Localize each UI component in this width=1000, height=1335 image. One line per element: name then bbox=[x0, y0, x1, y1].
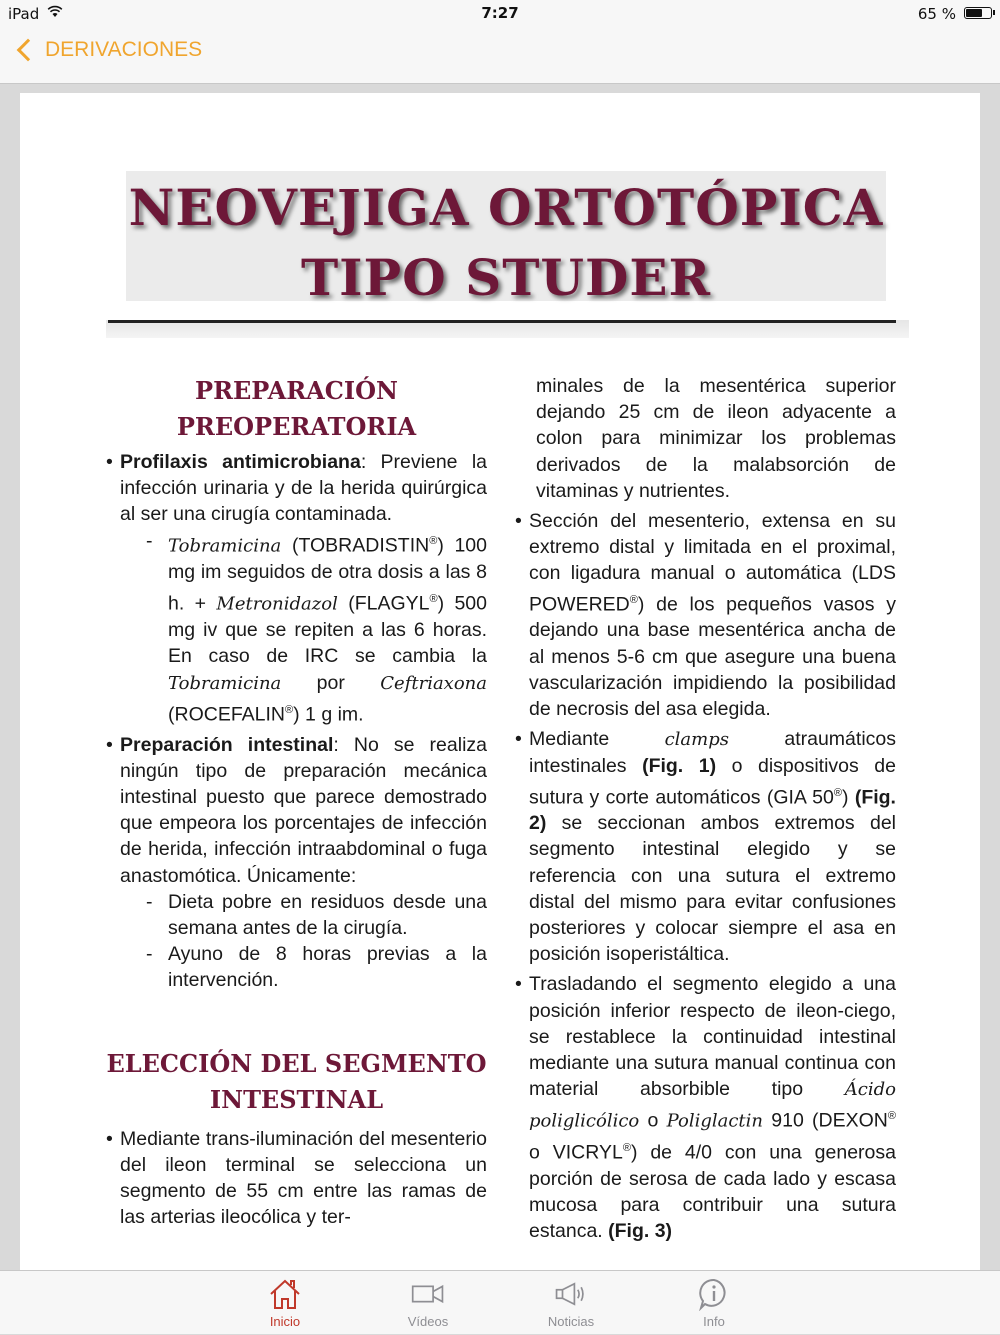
battery-cap bbox=[993, 10, 995, 15]
megaphone-icon bbox=[554, 1277, 588, 1311]
navigation-bar bbox=[0, 28, 1000, 84]
document-viewer[interactable] bbox=[0, 84, 1000, 1270]
continued-paragraph: minales de la mesentérica superior dejando 25 cm de ileon adyacente a colon para minimizar los problemas derivados de la malabsorción de vitaminas y nutrientes. bbox=[536, 375, 896, 502]
tab-noticias[interactable] bbox=[511, 1271, 631, 1335]
tab-label: Info bbox=[703, 1314, 725, 1329]
home-icon bbox=[268, 1277, 302, 1311]
title-line-1: NEOVEJIGA ORTOTÓPICA bbox=[128, 178, 884, 237]
bullet-clamps: • Mediante clamps atraumáticos intestinales (Fig. 1) o dispositivos de sutura y corte automáticos (GIA 50®) (Fig. 2) se seccionan ambos extremos del segmento intestinal elegido y se referencia con una sutura el extremo distal del mismo para evitar confusiones posteriores y colocar siempre el asa en posición isoperistáltica. bbox=[515, 726, 896, 967]
battery-icon bbox=[964, 7, 992, 19]
tab-inicio[interactable] bbox=[225, 1271, 345, 1335]
tab-label: Vídeos bbox=[407, 1314, 449, 1329]
document-page bbox=[20, 93, 980, 1273]
status-bar bbox=[0, 0, 1000, 28]
tab-info[interactable] bbox=[654, 1271, 774, 1335]
video-camera-icon bbox=[411, 1277, 445, 1311]
clock: 7:27 bbox=[481, 4, 519, 22]
back-label: DERIVACIONES bbox=[45, 38, 203, 61]
bullet-trasladando: • Trasladando el segmento elegido a una posición inferior respecto de ileon-ciego, se restablece la continuidad intestinal mediante una sutura manual continua con material absorbible tipo Ácido poliglicólico o Poliglactin 910 (DEXON® o VICRYL®) de 4/0 con una generosa porción de serosa de cada lado y escasa mucosa para contribuir una sutura estanca. (Fig. 3) bbox=[515, 971, 896, 1244]
battery-percent: 65 % bbox=[917, 5, 956, 23]
chevron-left-icon bbox=[17, 39, 40, 62]
title-line-2: TIPO STUDER bbox=[300, 248, 712, 307]
sub-item-dieta: - Dieta pobre en residuos desde una semana antes de la cirugía. bbox=[106, 889, 487, 941]
left-column bbox=[106, 373, 487, 1230]
section-heading-preparacion: PREPARACIÓN PREOPERATORIA bbox=[176, 376, 417, 441]
tab-label: Inicio bbox=[269, 1314, 301, 1329]
bullet-seccion-mesenterio: • Sección del mesenterio, extensa en su extremo distal y limitada en el proximal, con ligadura manual o automática (LDS POWERED®) de los pequeños vasos y dejando una base mesentérica ancha de al menos 5-6 cm que asegure una buena vascularización impidiendo la posibilidad de necrosis del asa elegida. bbox=[515, 508, 896, 722]
section-heading-eleccion: ELECCIÓN DEL SEGMENTO INTESTINAL bbox=[106, 1048, 487, 1114]
back-button[interactable] bbox=[14, 38, 202, 62]
tab-bar bbox=[0, 1270, 1000, 1334]
tab-label: Noticias bbox=[547, 1314, 595, 1329]
bullet-preparacion-intestinal: • Preparación intestinal: No se realiza ningún tipo de preparación mecánica intestinal puesto que parece demostrado que empeora los porcentajes de infección de herida, infección intraabdominal o fuga anastomótica. Únicamente: bbox=[106, 732, 487, 889]
bullet-transiluminacion: • Mediante trans-iluminación del mesenterio del ileon terminal se selecciona un segmento de 55 cm entre las ramas de las arterias ileocólica y ter- bbox=[106, 1126, 487, 1231]
page-title bbox=[106, 173, 906, 313]
bullet-profilaxis: • Profilaxis antimicrobiana: Previene la infección urinaria y de la herida quirúrgica al ser una cirugía contaminada. bbox=[106, 449, 487, 528]
tab-videos[interactable] bbox=[368, 1271, 488, 1335]
right-column bbox=[515, 373, 896, 1245]
title-rule bbox=[108, 320, 896, 323]
sub-item-ayuno: - Ayuno de 8 horas previas a la intervención. bbox=[106, 941, 487, 993]
device-name: iPad bbox=[8, 5, 40, 23]
sub-item-antibiotics: - Tobramicina (TOBRADISTIN®) 100 mg im seguidos de otra dosis a las 8 h. + Metronidazol (FLAGYL®) 500 mg iv que se repiten a las 6 horas. En caso de IRC se cambia la Tobramicina por Ceftriaxona (ROCEFALIN®) 1 g im. bbox=[106, 528, 487, 728]
info-icon bbox=[697, 1277, 731, 1311]
